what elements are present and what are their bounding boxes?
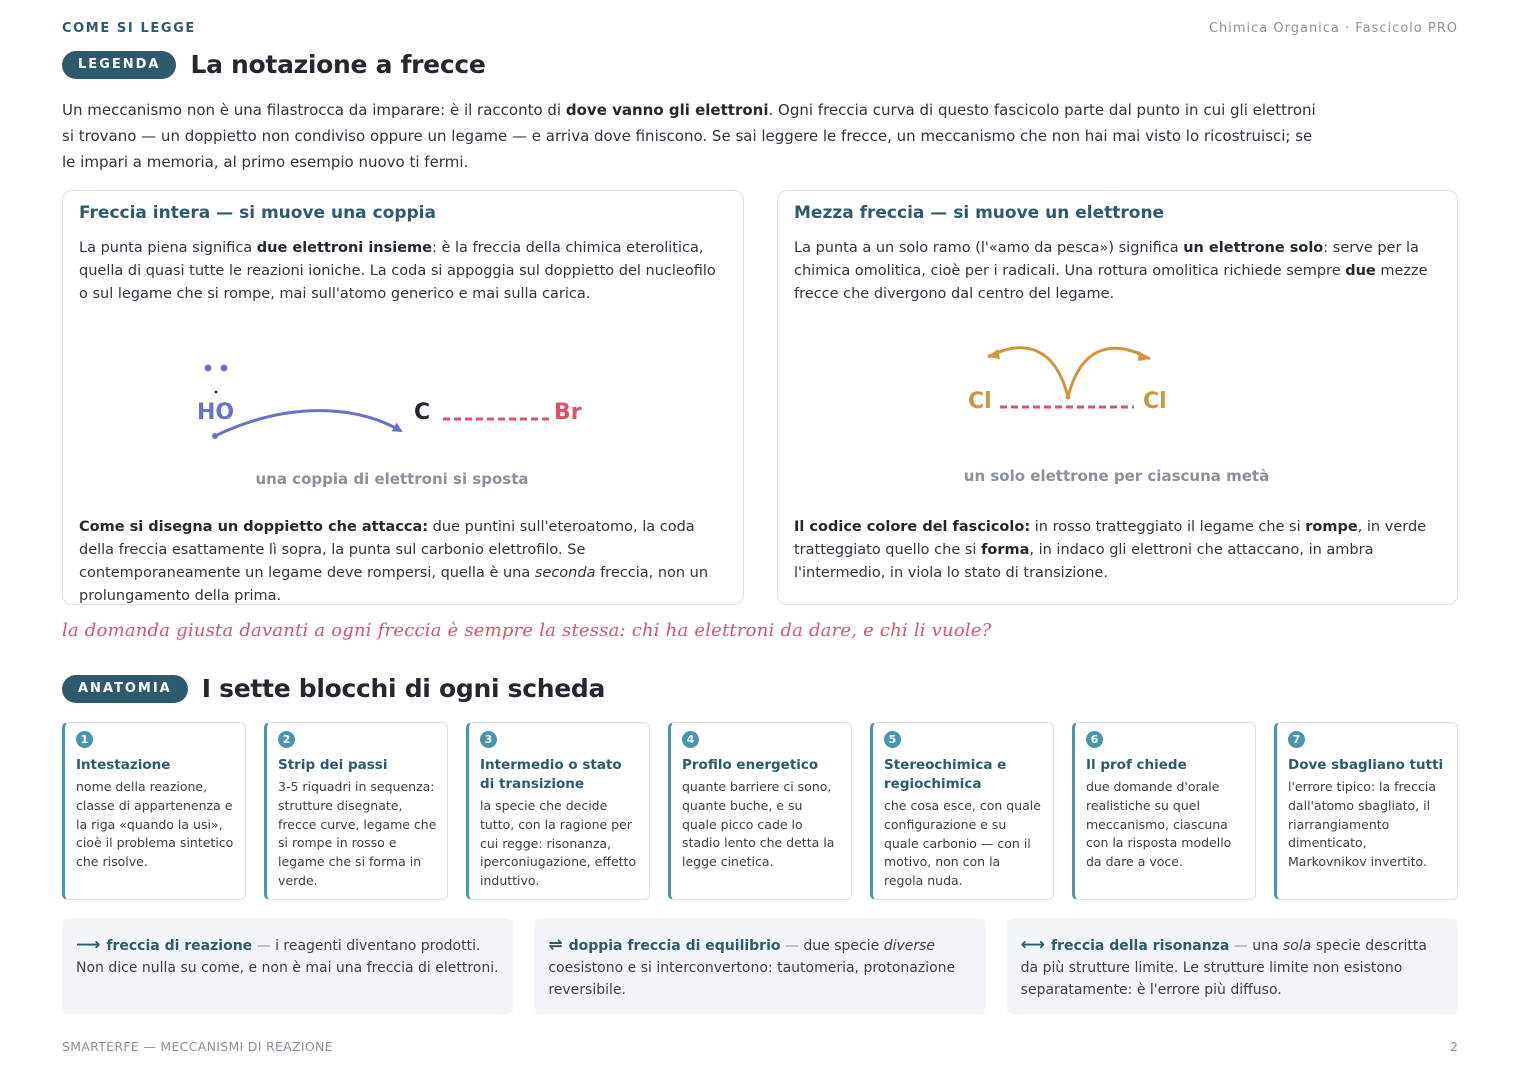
- legend-sep: —: [780, 938, 804, 954]
- half-arrow-title: Mezza freccia — si muove un elettrone: [794, 203, 1165, 223]
- leaving-group-label: Br: [554, 400, 582, 425]
- legend-sep: —: [252, 938, 276, 954]
- block-number: 1: [76, 731, 93, 748]
- half-arrow-diagram: [778, 191, 1459, 511]
- intro-text: Un meccanismo non è una filastrocca da imparare: è il racconto di: [62, 101, 566, 119]
- legend-text: due specie: [803, 938, 884, 954]
- chlorine-left-label: Cl: [968, 389, 992, 414]
- anatomy-block: [668, 722, 852, 900]
- legend-italic: diverse: [883, 938, 936, 954]
- text: La punta piena significa: [79, 240, 257, 256]
- text: in rosso tratteggiato il legame che si: [1030, 519, 1306, 535]
- legend-term: freccia di reazione: [106, 938, 253, 954]
- legend-section-heading: [62, 50, 486, 79]
- block-number: 2: [278, 731, 295, 748]
- block-text: l'errore tipico: la freccia dall'atomo sbagliato, il riarrangiamento dimenticato, Markovnikov invertito.: [1288, 779, 1436, 870]
- full-arrow-caption: una coppia di elettroni si sposta: [255, 470, 529, 488]
- legend-text: coesistono e si interconvertono: tautomeria, protonazione reversibile.: [548, 960, 956, 998]
- text: mezze frecce che divergono dal centro del legame.: [794, 263, 1428, 302]
- emphasis: rompe: [1305, 519, 1358, 535]
- radical-dot: [215, 391, 218, 394]
- block-title: Il prof chiede: [1086, 757, 1187, 773]
- block-text: la specie che decide tutto, con la ragione per cui regge: risonanza, iperconiugazione, effetto induttivo.: [480, 798, 637, 889]
- lone-pair-dot: [221, 365, 228, 372]
- emphasis: un elettrone solo: [1183, 240, 1324, 256]
- legend-title: La notazione a frecce: [190, 50, 486, 79]
- equilibrium-arrow-icon: ⇌: [548, 935, 563, 955]
- legend-pill: LEGENDA: [62, 51, 176, 79]
- section-kicker: COME SI LEGGE: [62, 21, 196, 36]
- legend-term: freccia della risonanza: [1051, 938, 1230, 954]
- arrow-legend-item: [62, 918, 513, 1014]
- text: , in verde tratteggiato quello che si: [794, 519, 1427, 558]
- emphasis: due: [1345, 263, 1376, 279]
- block-text: nome della reazione, classe di appartenenza e la riga «quando la usi», cioè il problema sintetico che risolve.: [76, 779, 234, 870]
- fishhook-arrow-right: [1068, 348, 1150, 397]
- full-arrow-card: [62, 190, 744, 605]
- block-number: 6: [1086, 731, 1103, 748]
- anatomy-section-heading: [62, 674, 605, 703]
- anatomy-block: [1274, 722, 1458, 900]
- resonance-arrow-icon: ⟷: [1020, 935, 1046, 955]
- emphasis: Il codice colore del fascicolo:: [794, 519, 1031, 535]
- block-number: 3: [480, 731, 497, 748]
- legend-text: una: [1252, 938, 1283, 954]
- legend-text: i reagenti diventano prodotti. Non dice nulla su come, e non è mai una freccia di elettroni.: [76, 938, 499, 976]
- legend-italic: sola: [1283, 938, 1312, 954]
- half-arrow-caption: un solo elettrone per ciascuna metà: [963, 467, 1270, 485]
- intro-paragraph: [62, 97, 1322, 175]
- legend-sep: —: [1229, 938, 1253, 954]
- running-head: Chimica Organica · Fascicolo PRO: [1208, 21, 1458, 36]
- block-number: 7: [1288, 731, 1305, 748]
- text: La punta a un solo ramo (l'«amo da pesca») significa: [794, 240, 1184, 256]
- anatomy-title: I sette blocchi di ogni scheda: [201, 674, 606, 703]
- footer-title: SMARTERFE — MECCANISMI DI REAZIONE: [62, 1039, 333, 1054]
- legend-term: doppia freccia di equilibrio: [568, 938, 781, 954]
- block-text: due domande d'orale realistiche su quel meccanismo, ciascuna con la risposta modello da dare a voce.: [1086, 779, 1232, 870]
- fishhook-arrow-left: [988, 348, 1068, 397]
- block-number: 4: [682, 731, 699, 748]
- reaction-arrow-icon: ⟶: [76, 935, 101, 955]
- anatomy-block: [1072, 722, 1256, 900]
- italic: seconda: [534, 565, 596, 581]
- chlorine-right-label: Cl: [1143, 389, 1167, 414]
- anatomy-block: [870, 722, 1054, 900]
- emphasis: due elettroni insieme: [256, 240, 432, 256]
- half-arrow-card: [777, 190, 1458, 605]
- block-title: Dove sbagliano tutti: [1288, 757, 1444, 773]
- anatomy-block: [62, 722, 246, 900]
- block-title: Intestazione: [76, 757, 171, 773]
- block-title: Profilo energetico: [682, 757, 819, 773]
- arrow-legend-item: [534, 918, 985, 1014]
- half-arrow-note: [794, 516, 1441, 585]
- block-text: quante barriere ci sono, quante buche, e su quale picco cade lo stadio lento che detta la legge cinetica.: [682, 779, 835, 870]
- block-title: Strip dei passi: [278, 757, 388, 773]
- full-arrow-note: [79, 516, 727, 608]
- arrow-tail: [212, 433, 218, 439]
- text: , in indaco gli elettroni che attaccano, in ambra l'intermedio, in viola lo stato di transizione.: [794, 542, 1374, 581]
- full-arrow-title: Freccia intera — si muove una coppia: [79, 203, 436, 223]
- emphasis: Come si disegna un doppietto che attacca:: [79, 519, 429, 535]
- carbon-label: C: [414, 400, 431, 425]
- arrow-legend: [62, 918, 1458, 1014]
- text: due puntini sull'eteroatomo, la coda della freccia esattamente lì sopra, la punta sul carbonio elettrofilo. Se contemporaneamente un legame deve rompersi, quella è una: [79, 519, 695, 581]
- intro-text: . Ogni freccia curva di questo fascicolo parte dal punto in cui gli elettroni si trovano — un doppietto non condiviso oppure un legame — e arriva dove finiscono. Se sai leggere le frecce, un meccanismo che non hai mai visto lo ricostruisci; se le impari a memoria, al primo esempio nuovo ti fermi.: [62, 101, 1316, 171]
- block-text: 3-5 riquadri in sequenza: strutture disegnate, frecce curve, legame che si rompe in rosso e legame che si forma in verde.: [278, 779, 437, 888]
- text: freccia, non un prolungamento della prima.: [79, 565, 709, 604]
- curved-full-arrow: [215, 411, 401, 436]
- running-header: [62, 21, 1458, 39]
- intro-emphasis: dove vanno gli elettroni: [565, 101, 769, 119]
- anatomy-blocks: [62, 722, 1458, 900]
- lone-pair-dot: [205, 365, 212, 372]
- block-title: Intermedio o stato di transizione: [480, 757, 622, 792]
- block-title: Stereochimica e regiochimica: [884, 757, 1007, 792]
- legend-text: specie descritta da più strutture limite. Le strutture limite non esistono separatamente: è l'errore più diffuso.: [1020, 938, 1427, 998]
- text: : è la freccia della chimica eterolitica, quella di quasi tutte le reazioni ioniche. La coda si appoggia sul doppietto del nucleofilo o sul legame che si rompe, mai sull'atomo generico e mai sulla carica.: [79, 240, 716, 302]
- handwritten-note: la domanda giusta davanti a ogni freccia è sempre la stessa: chi ha elettroni da dare, e chi li vuole?: [62, 620, 992, 641]
- anatomy-block: [466, 722, 650, 900]
- page-number: 2: [1450, 1039, 1458, 1054]
- full-arrow-diagram: [63, 191, 745, 511]
- anatomy-pill: ANATOMIA: [62, 675, 188, 703]
- emphasis: forma: [981, 542, 1030, 558]
- block-number: 5: [884, 731, 901, 748]
- arrow-legend-item: [1007, 918, 1458, 1014]
- text: : serve per la chimica omolitica, cioè per i radicali. Una rottura omolitica richiede sempre: [794, 240, 1419, 279]
- block-text: che cosa esce, con quale configurazione e su quale carbonio — con il motivo, non con la regola nuda.: [884, 798, 1041, 889]
- nucleophile-label: HO: [197, 400, 235, 425]
- anatomy-block: [264, 722, 448, 900]
